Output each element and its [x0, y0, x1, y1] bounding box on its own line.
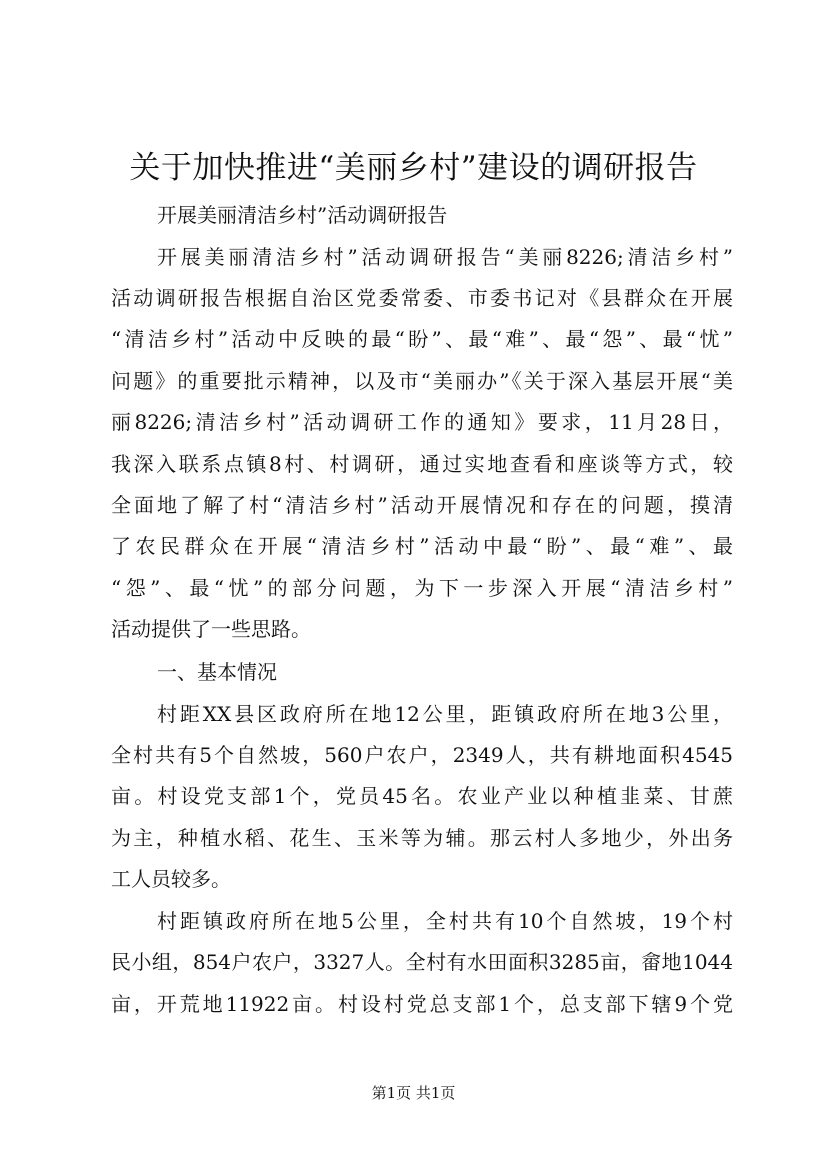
paragraph-line: 全面地了解了村“清洁乡村”活动开展情况和存在的问题，摸清 — [111, 493, 733, 517]
paragraph-line: “怨”、最“忧”的部分问题，为下一步深入开展“清洁乡村” — [111, 576, 733, 600]
paragraph-line: 村距镇政府所在地5公里，全村共有10个自然坡，19个村 — [157, 909, 733, 933]
document-subtitle: 开展美丽清洁乡村”活动调研报告 — [157, 203, 448, 227]
paragraph-line: 为主，种植水稻、花生、玉米等为辅。那云村人多地少，外出务 — [111, 826, 733, 850]
document-title: 关于加快推进“美丽乡村”建设的调研报告 — [129, 150, 698, 186]
paragraph-line: 丽8226;清洁乡村”活动调研工作的通知》要求，11月28日， — [111, 410, 733, 434]
paragraph-line: 亩，开荒地11922亩。村设村党总支部1个，总支部下辖9个党 — [111, 992, 733, 1016]
paragraph-line: 问题》的重要批示精神，以及市“美丽办”《关于深入基层开展“美 — [111, 369, 733, 393]
paragraph-line: 我深入联系点镇8村、村调研，通过实地查看和座谈等方式，较 — [111, 452, 733, 476]
paragraph-line: 工人员较多。 — [111, 867, 231, 891]
paragraph-line: 全村共有5个自然坡，560户农户，2349人，共有耕地面积4545 — [111, 743, 733, 767]
paragraph-line: 活动提供了一些思路。 — [111, 617, 311, 641]
paragraph-line: 村距XX县区政府所在地12公里，距镇政府所在地3公里， — [157, 702, 733, 726]
paragraph-line: “清洁乡村”活动中反映的最“盼”、最“难”、最“怨”、最“忧” — [111, 327, 733, 351]
paragraph-line: 了农民群众在开展“清洁乡村”活动中最“盼”、最“难”、最 — [111, 534, 733, 558]
paragraph-line: 活动调研报告根据自治区党委常委、市委书记对《县群众在开展 — [111, 286, 733, 310]
paragraph-line: 亩。村设党支部1个，党员45名。农业产业以种植韭菜、甘蔗 — [111, 784, 733, 808]
paragraph-line: 开展美丽清洁乡村”活动调研报告“美丽8226;清洁乡村” — [157, 245, 733, 269]
section-heading: 一、基本情况 — [157, 660, 277, 684]
paragraph-line: 民小组，854户农户，3327人。全村有水田面积3285亩，畲地1044 — [111, 950, 733, 974]
page-footer: 第1页 共1页 — [371, 1084, 456, 1102]
